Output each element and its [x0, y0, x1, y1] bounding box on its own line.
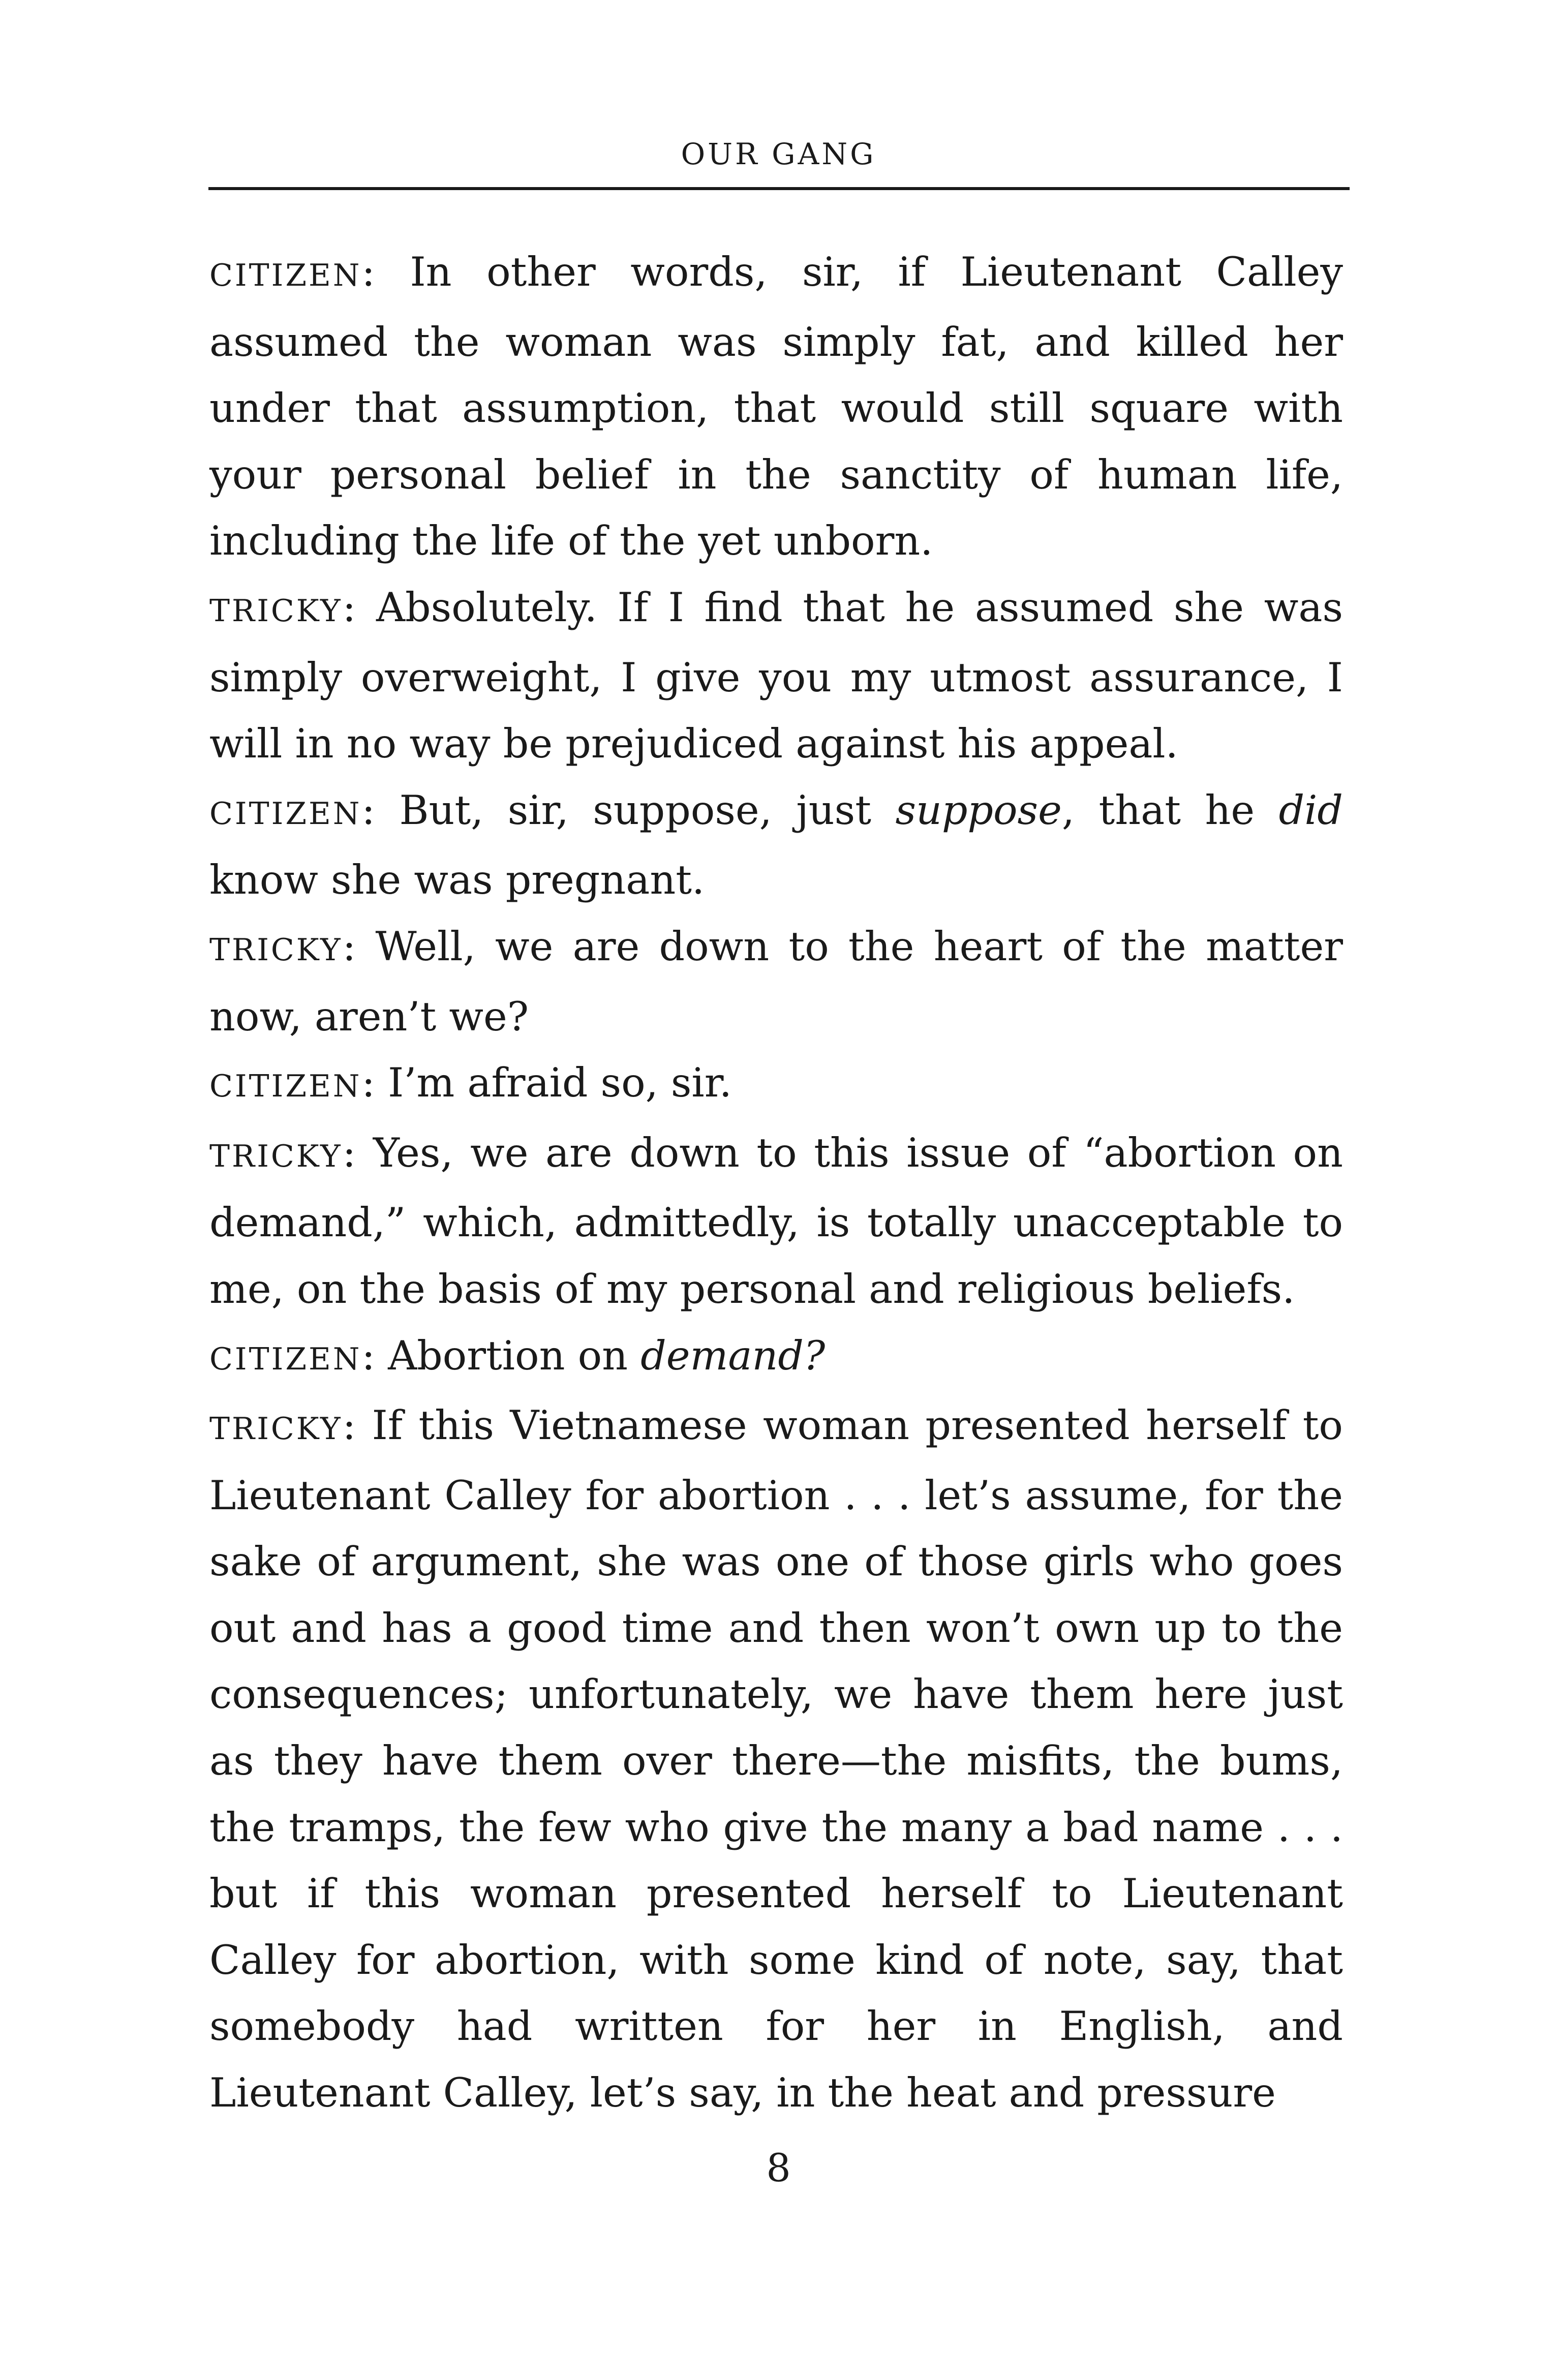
speaker-name: CITIZEN: [209, 1341, 362, 1377]
body-text: [209, 239, 1343, 2126]
header-rule: [208, 187, 1350, 190]
dialogue-text: , that he: [1061, 786, 1279, 834]
speaker-name: CITIZEN: [209, 1069, 362, 1105]
speaker-name: TRICKY: [209, 593, 343, 629]
dialogue-text: But, sir, suppose, just: [399, 786, 896, 834]
dialogue-text: Yes, we are down to this issue of “abortion on demand,” which, admittedly, is totally unacceptable to me, on the basis of my personal and religious beliefs.: [209, 1129, 1343, 1313]
dialogue-paragraph: [209, 1050, 1343, 1120]
dialogue-text: know she was pregnant.: [209, 857, 705, 904]
speaker-separator: :: [361, 1332, 388, 1379]
speaker-separator: :: [342, 923, 376, 970]
dialogue-paragraph: [209, 574, 1343, 777]
speaker-name: TRICKY: [209, 932, 343, 968]
dialogue-paragraph: [209, 1120, 1343, 1323]
dialogue-paragraph: [209, 1392, 1343, 2126]
emphasis-text: did: [1278, 786, 1343, 834]
speaker-name: TRICKY: [209, 1138, 343, 1174]
dialogue-text: Well, we are down to the heart of the matter now, aren’t we?: [209, 923, 1343, 1040]
dialogue-text: Absolutely. If I find that he assumed she was simply overweight, I give you my utmost assurance, I will in no way be prejudiced against his appeal.: [209, 584, 1343, 768]
speaker-separator: :: [342, 584, 376, 631]
speaker-separator: :: [342, 1129, 373, 1176]
emphasis-text: demand?: [640, 1332, 826, 1379]
speaker-separator: :: [361, 1059, 388, 1107]
running-head: OUR GANG: [681, 137, 876, 171]
dialogue-paragraph: [209, 913, 1343, 1050]
dialogue-paragraph: [209, 1323, 1343, 1393]
dialogue-paragraph: [209, 777, 1343, 913]
speaker-name: CITIZEN: [209, 258, 362, 293]
dialogue-text: Abortion on: [388, 1332, 641, 1379]
dialogue-text: If this Vietnamese woman presented herself to Lieutenant Calley for abortion . . . let’s assume, for the sake of argument, she was one of those girls who goes out and has a good time and then won’t own up to the consequences; unfortunately, we have them here just as they have them over there—the misfits, the bums, the tramps, the few who give the many a bad name . . . but if this woman presented herself to Lieutenant Calley for abortion, with some kind of note, say, that somebody had written for her in English, and Lieutenant Calley, let’s say, in the heat and pressure: [209, 1402, 1343, 2117]
speaker-separator: :: [361, 786, 400, 834]
speaker-name: CITIZEN: [209, 796, 362, 832]
speaker-separator: :: [342, 1402, 372, 1449]
dialogue-text: In other words, sir, if Lieutenant Calley assumed the woman was simply fat, and killed her under that assumption, that would still square with your personal belief in the sanctity of human life, including the life of the yet unborn.: [209, 249, 1343, 565]
speaker-separator: :: [361, 249, 410, 295]
emphasis-text: suppose: [895, 786, 1062, 834]
page-number: 8: [766, 2145, 791, 2190]
speaker-name: TRICKY: [209, 1411, 343, 1447]
dialogue-text: I’m afraid so, sir.: [388, 1059, 732, 1107]
dialogue-paragraph: [209, 239, 1343, 574]
